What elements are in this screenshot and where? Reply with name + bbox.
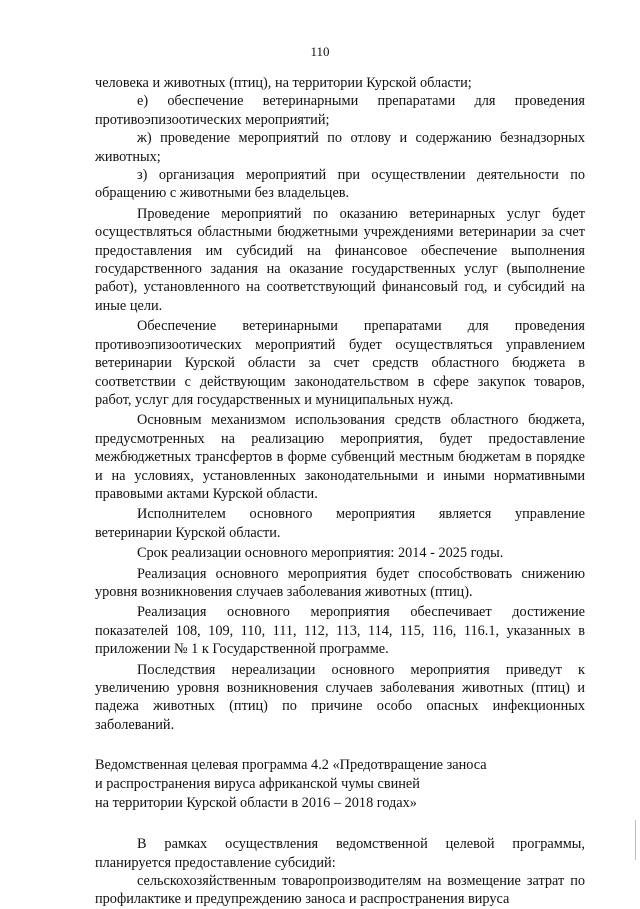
page-number: 110 (310, 44, 330, 59)
section-heading-line-3: на территории Курской области в 2016 – 2018 годах» (95, 795, 417, 812)
paragraph-indicators: Реализация основного мероприятия обеспечивает достижение показателей 108, 109, 110, 111, 112, 113, 114, 115, 116, 116.1, указанных в приложении № 1 к Государственной программе. (95, 604, 585, 658)
paragraph-veterinary-services: Проведение мероприятий по оказанию ветеринарных услуг будет осуществляться областными бюджетными учреждениями ветеринарии за счет предоставления им субсидий на финансовое обеспечение выполнения государственного задания на оказание государственных услуг (выполнение работ), установленного на соответствующий финансовый год, и субсидий на иные цели. (95, 205, 585, 314)
scan-edge-mark (635, 820, 636, 860)
paragraph-term: Срок реализации основного мероприятия: 2014 - 2025 годы. (137, 545, 504, 562)
paragraph-budget-mechanism: Основным механизмом использования средств областного бюджета, предусмотренных на реализацию мероприятия, будет предоставление межбюджетных трансфертов в форме субвенций местным бюджетам в порядке и на условиях, установленных законодательными и иными нормативными правовыми актами Курской области. (95, 412, 585, 502)
list-item-e: е) обеспечение ветеринарными препаратами для проведения противоэпизоотических мероприятий; (95, 93, 585, 128)
section-heading-line-1: Ведомственная целевая программа 4.2 «Предотвращение заноса (95, 757, 487, 774)
paragraph-veterinary-supplies: Обеспечение ветеринарными препаратами для проведения противоэпизоотических мероприятий будет осуществляться управлением ветеринарии Курской области за счет средств областного бюджета в соответствии с действующим законодательством в сфере закупок товаров, работ, услуг для государственных и муниципальных нужд. (95, 318, 585, 408)
section-heading (95, 756, 585, 813)
list-item-z: з) организация мероприятий при осуществлении деятельности по обращению с животными без владельцев. (95, 167, 585, 202)
list-item-zh: ж) проведение мероприятий по отлову и содержанию безнадзорных животных; (95, 130, 585, 165)
section-heading-line-2: и распространения вируса африканской чумы свиней (95, 776, 420, 793)
paragraph-executor: Исполнителем основного мероприятия является управление ветеринарии Курской области. (95, 506, 585, 541)
paragraph-continuation: человека и животных (птиц), на территории Курской области; (95, 75, 472, 91)
document-body (95, 74, 585, 909)
paragraph-effect: Реализация основного мероприятия будет способствовать снижению уровня возникновения случаев заболевания животных (птиц). (95, 565, 585, 600)
paragraph-consequences: Последствия нереализации основного мероприятия приведут к увеличению уровня возникновения случаев заболевания животных (птиц) и падежа животных (птиц) по причине особо опасных инфекционных заболеваний. (95, 661, 585, 733)
paragraph-subsidies-intro: В рамках осуществления ведомственной целевой программы, планируется предоставление субсидий: (95, 836, 585, 871)
paragraph-subsidies-recipients: сельскохозяйственным товаропроизводителям на возмещение затрат по профилактике и предупреждению заноса и распространения вируса (95, 873, 585, 908)
